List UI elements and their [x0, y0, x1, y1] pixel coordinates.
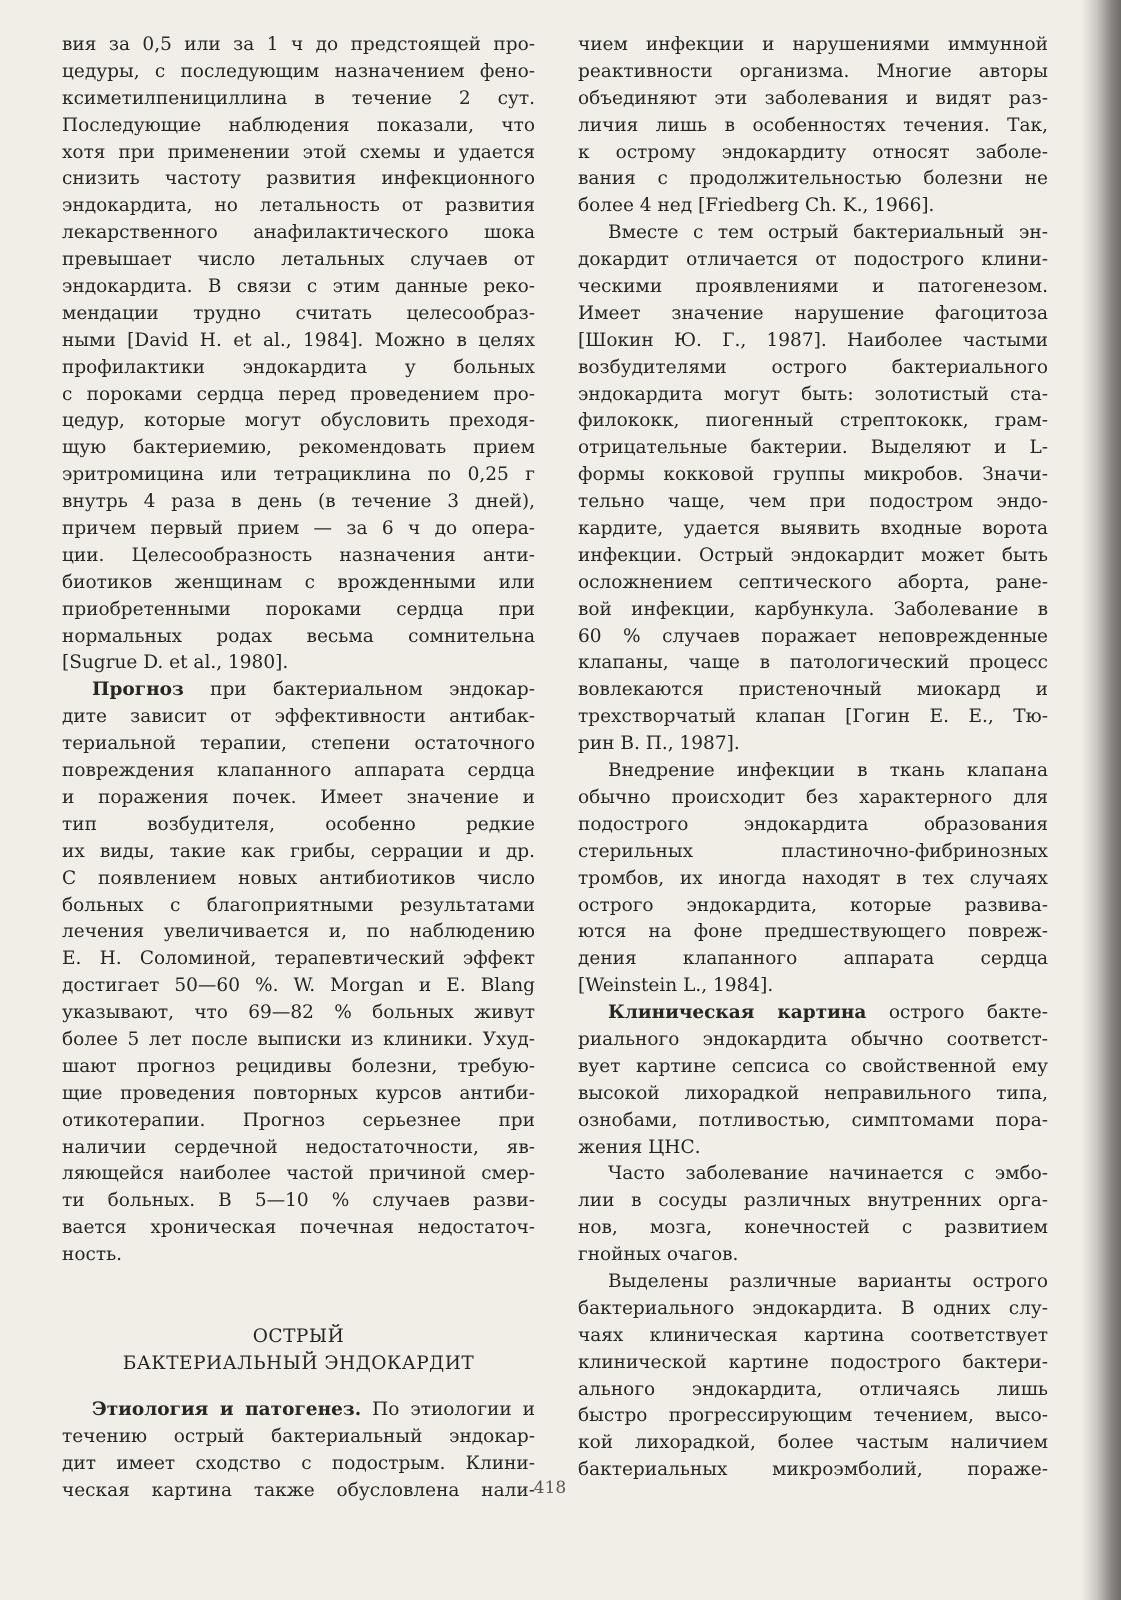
text-line: Внедрение инфекции в ткань клапана [608, 760, 1048, 782]
text-line: териальной терапии, степени остаточного [62, 733, 535, 755]
page-number: 418 [533, 1478, 567, 1498]
text-line: повреждения клапанного аппарата сердца [62, 760, 535, 782]
text-line: жения ЦНС. [578, 1136, 701, 1158]
text-line: щие проведения повторных курсов антиби- [62, 1082, 535, 1104]
text-line: риального эндокардита обычно соответст- [578, 1028, 1048, 1050]
clinical-first-line-rest: острого бакте- [866, 1002, 1048, 1024]
text-line: реактивности организма. Многие авторы [578, 60, 1048, 82]
text-line: Последующие наблюдения показали, что [62, 114, 535, 136]
text-line: подострого эндокардита образования [578, 813, 1048, 835]
text-line: лечения увеличивается и, по наблюдению [62, 921, 535, 943]
clinical-term: Клиническая картина [608, 1002, 867, 1024]
text-line: объединяют эти заболевания и видят раз- [578, 87, 1048, 109]
text-line: С появлением новых антибиотиков число [62, 867, 535, 889]
text-line: отикотерапии. Прогноз серьезнее при [62, 1109, 535, 1131]
text-line: [Weinstein L., 1984]. [578, 975, 774, 997]
text-line: вания с продолжительностью болезни не [578, 168, 1048, 190]
etiology-first-line-rest: По этиологии и [361, 1398, 535, 1420]
text-line: осложнением септического аборта, ране- [578, 571, 1048, 593]
text-line: инфекции. Острый эндокардит может быть [578, 544, 1048, 566]
text-line: гнойных очагов. [578, 1244, 739, 1266]
text-line: высокой лихорадкой неправильного типа, [578, 1082, 1048, 1104]
text-line: обычно происходит без характерного для [578, 786, 1048, 808]
text-line: течению острый бактериальный эндокар- [62, 1425, 535, 1447]
text-line: клинической картине подострого бактери- [578, 1351, 1048, 1373]
text-line: более 4 нед [Friedberg Ch. K., 1966]. [578, 195, 935, 217]
text-line: вия за 0,5 или за 1 ч до предстоящей про- [62, 34, 535, 55]
text-line: наличии сердечной недостаточности, яв- [62, 1136, 535, 1158]
text-line: нормальных родах весьма сомнительна [62, 625, 535, 647]
text-line: приобретенными пороками сердца при [62, 598, 535, 620]
text-line: указывают, что 69—82 % больных живут [62, 1002, 535, 1024]
clinical-body [578, 1027, 1048, 1161]
text-line: превышает число летальных случаев от [62, 249, 535, 271]
text-line: ции. Целесообразность назначения анти- [62, 544, 535, 566]
right-column [578, 32, 1048, 1484]
text-line: Е. Н. Соломиной, терапевтический эффект [62, 948, 535, 970]
text-line: чием инфекции и нарушениями иммунной [578, 34, 1048, 55]
text-line: дите зависит от эффективности антибак- [62, 706, 535, 728]
text-line: бактериального эндокардита. В одних слу- [578, 1297, 1048, 1319]
text-line: Вместе с тем острый бактериальный эн- [608, 222, 1048, 244]
text-line: вует картине сепсиса со свойственной ему [578, 1055, 1048, 1077]
text-line: кой лихорадкой, более частым наличием [578, 1432, 1048, 1454]
text-line: мендации трудно считать целесообраз- [62, 302, 535, 324]
text-line: филококк, пиогенный стрептококк, грам- [578, 410, 1048, 432]
right-paragraph-5 [578, 1161, 1048, 1269]
etiology-first-line [62, 1397, 535, 1424]
text-line: лекарственного анафилактического шока [62, 222, 535, 244]
prognosis-term: Прогноз [92, 679, 184, 701]
text-line: с пороками сердца перед проведением про- [62, 383, 535, 405]
text-line: шают прогноз рецидивы болезни, требую- [62, 1055, 535, 1077]
text-line: кардите, удается выявить входные ворота [578, 518, 1048, 540]
text-line: ознобами, потливостью, симптомами пора- [578, 1109, 1048, 1131]
left-column [62, 32, 535, 1505]
text-line: ального эндокардита, отличаясь лишь [578, 1378, 1048, 1400]
text-line: [Sugrue D. et al., 1980]. [62, 652, 289, 674]
text-line: ными [David H. et al., 1984]. Можно в целях [62, 329, 535, 351]
text-line: тельно чаще, чем при подостром эндо- [578, 491, 1048, 513]
text-line: ляющейся наиболее частой причиной смер- [62, 1163, 535, 1185]
text-line: формы кокковой группы микробов. Значи- [578, 464, 1048, 486]
text-line: биотиков женщинам с врожденными или [62, 571, 535, 593]
text-line: эндокардита могут быть: золотистый ста- [578, 383, 1048, 405]
text-line: хотя при применении этой схемы и удается [62, 141, 535, 163]
text-line: эндокардита, но летальность от развития [62, 195, 535, 217]
text-line: внутрь 4 раза в день (в течение 3 дней), [62, 491, 535, 513]
text-line: острого эндокардита, которые развива- [578, 894, 1048, 916]
text-line: эритромицина или тетрациклина по 0,25 г [62, 464, 535, 486]
text-line: трехстворчатый клапан [Гогин Е. Е., Тю- [578, 706, 1048, 728]
text-line: вовлекаются пристеночный миокард и [578, 679, 1048, 701]
etiology-term: Этиология и патогенез. [92, 1398, 362, 1420]
text-line: ческими проявлениями и патогенезом. [578, 276, 1048, 298]
text-line: чаях клиническая картина соответствует [578, 1324, 1048, 1346]
prognosis-paragraph [62, 677, 535, 1269]
text-line: дения клапанного аппарата сердца [578, 948, 1048, 970]
text-line: рин В. П., 1987]. [578, 733, 740, 755]
text-line: тромбов, их иногда находят в тех случаях [578, 867, 1048, 889]
text-line: щую бактериемию, рекомендовать прием [62, 437, 535, 459]
clinical-first-line [578, 1000, 1048, 1027]
text-line: ность. [62, 1244, 123, 1266]
right-paragraph-1 [578, 32, 1048, 220]
text-line: нов, мозга, конечностей с развитием [578, 1217, 1048, 1239]
text-line: Имеет значение нарушение фагоцитоза [578, 302, 1048, 324]
text-line: ти больных. В 5—10 % случаев разви- [62, 1190, 535, 1212]
text-line: снизить частоту развития инфекционного [62, 168, 535, 190]
text-line: вой инфекции, карбункула. Заболевание в [578, 598, 1048, 620]
text-line: стерильных пластиночно-фибринозных [578, 840, 1048, 862]
text-line: Выделены различные варианты острого [608, 1270, 1048, 1292]
text-line: и поражения почек. Имеет значение и [62, 786, 535, 808]
text-line: больных с благоприятными результатами [62, 894, 535, 916]
etiology-body [62, 1424, 535, 1505]
left-paragraph-1 [62, 32, 535, 677]
right-paragraph-2 [578, 220, 1048, 758]
section-heading-line-1: ОСТРЫЙ [252, 1325, 345, 1347]
text-line: 60 % случаев поражает неповрежденные [578, 625, 1048, 647]
text-line: цедуры, с последующим назначением фено- [62, 60, 535, 82]
text-line: более 5 лет после выписки из клиники. Ухуд- [62, 1028, 535, 1050]
text-line: дит имеет сходство с подострым. Клини- [62, 1452, 535, 1474]
text-line: докардит отличается от подострого клини- [578, 249, 1048, 271]
text-line: личия лишь в особенностях течения. Так, [578, 114, 1048, 136]
text-line: профилактики эндокардита у больных [62, 356, 535, 378]
text-line: клапаны, чаще в патологический процесс [578, 652, 1048, 674]
text-line: ксиметилпенициллина в течение 2 сут. [62, 87, 535, 109]
text-line: бактериальных микроэмболий, пораже- [578, 1459, 1048, 1481]
text-line: возбудителями острого бактериального [578, 356, 1048, 378]
text-line: [Шокин Ю. Г., 1987]. Наиболее частыми [578, 329, 1048, 351]
text-line: к острому эндокардиту относят заболе- [578, 141, 1048, 163]
prognosis-body [62, 704, 535, 1269]
etiology-paragraph [62, 1397, 535, 1505]
right-paragraph-6 [578, 1269, 1048, 1484]
text-line: достигает 50—60 %. W. Morgan и E. Blang [62, 975, 535, 997]
prognosis-first-line-rest: при бактериальном эндокар- [183, 679, 535, 701]
clinical-paragraph [578, 1000, 1048, 1161]
text-line: тип возбудителя, особенно редкие [62, 813, 535, 835]
text-line: отрицательные бактерии. Выделяют и L- [578, 437, 1048, 459]
text-line: их виды, такие как грибы, серрации и др. [62, 840, 535, 862]
text-line: цедур, которые могут обусловить преходя- [62, 410, 535, 432]
text-line: быстро прогрессирующим течением, высо- [578, 1405, 1048, 1427]
section-heading-line-2: БАКТЕРИАЛЬНЫЙ ЭНДОКАРДИТ [122, 1352, 475, 1374]
text-line: вается хроническая почечная недостаточ- [62, 1217, 535, 1239]
text-line: ются на фоне предшествующего повреж- [578, 921, 1048, 943]
text-line: Часто заболевание начинается с эмбо- [608, 1163, 1048, 1185]
right-paragraph-3 [578, 758, 1048, 1000]
binding-shadow [1081, 0, 1121, 1600]
text-line: лии в сосуды различных внутренних орга- [578, 1190, 1048, 1212]
text-line: ческая картина также обусловлена нали- [62, 1479, 535, 1501]
text-line: эндокардита. В связи с этим данные реко- [62, 276, 535, 298]
prognosis-first-line [62, 677, 535, 704]
text-line: причем первый прием — за 6 ч до опера- [62, 518, 535, 540]
